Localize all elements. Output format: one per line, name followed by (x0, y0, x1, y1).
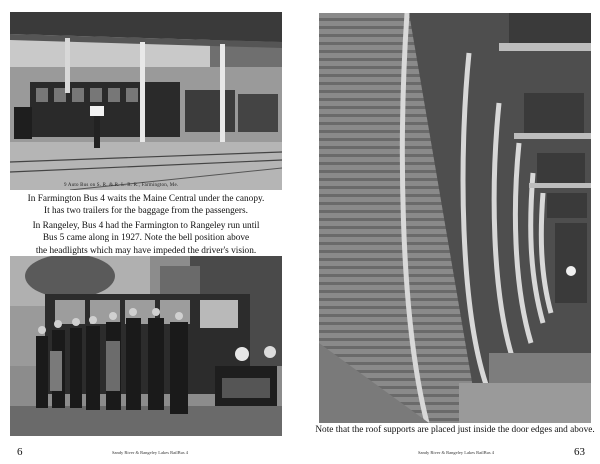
farmington-station-photo (10, 12, 282, 190)
right-running-head: Sandy River & Rangeley Lakes RailBus 4 (418, 450, 494, 455)
bus-interior-roof-photo (319, 13, 591, 423)
caption-line: In Rangeley, Bus 4 had the Farmington to Rangeley run until (32, 221, 260, 231)
right-page-number: 63 (574, 446, 585, 458)
farmington-caption (10, 193, 282, 218)
caption-line: Bus 5 came along in 1927. Note the bell position above (42, 233, 250, 244)
rangeley-bus-image (10, 256, 282, 436)
rangeley-caption (10, 220, 282, 257)
rangeley-bus-photo (10, 256, 282, 436)
farmington-station-image (10, 12, 282, 190)
caption-line: It has two trailers for the baggage from the passengers. (44, 206, 248, 217)
caption-line: In Farmington Bus 4 waits the Maine Central under the canopy. (27, 194, 265, 204)
left-running-head: Sandy River & Rangeley Lakes RailBus 4 (112, 450, 188, 455)
left-page-number: 6 (17, 446, 23, 458)
photo-1-caption: 9 Auto Bus on S. R. & R. L. R. R., Farmington, Me. (64, 183, 179, 188)
right-page-caption: Note that the roof supports are placed just inside the door edges and above. (315, 425, 595, 435)
bus-interior-roof-image (319, 13, 591, 423)
caption-line: the headlights which may have impeded the driver's vision. (35, 245, 257, 256)
